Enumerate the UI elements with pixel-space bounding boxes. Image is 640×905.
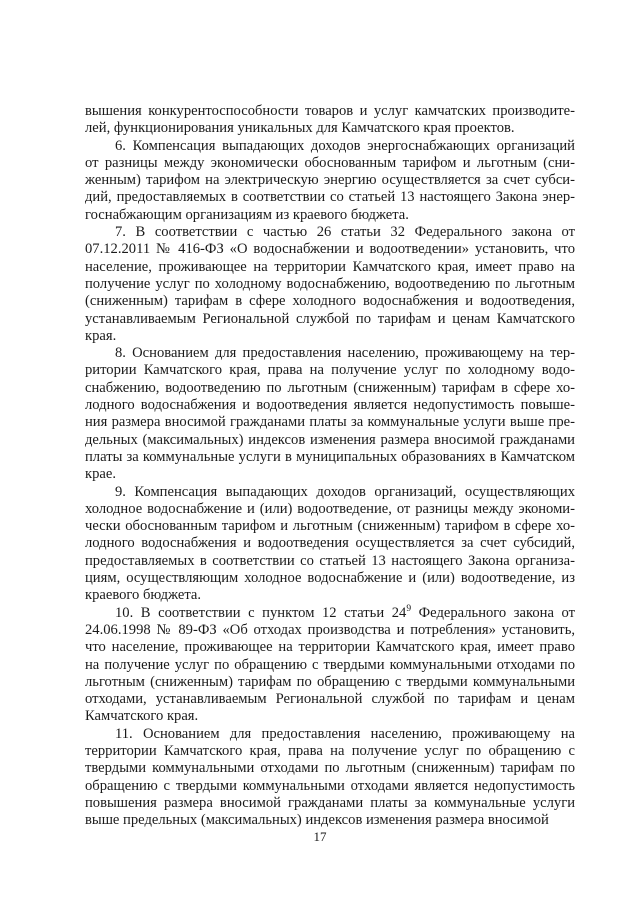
- paragraph-10-start: 10. В соответствии с пунктом 12 статьи 24: [115, 604, 407, 621]
- paragraph-10-rest: Федерального закона от 24.06.1998 № 89-ФЗ «Об отходах производства и потребления» установить, что население, проживающее на территории Камчатского края, имеет право на получение услуг по обращению с твердыми коммунальными отходами по льготным (сниженным) тарифам по обращению с твердыми коммунальными отходами, устанавливаемым Региональной службой по тарифам и ценам Камчатского края.: [85, 604, 576, 725]
- article-superscript: 9: [406, 603, 412, 614]
- paragraph-7: 7. В соответствии с частью 26 статьи 32 Федерального закона от 07.12.2011 № 416-ФЗ «О водоснабжении и водоотведении» установить, что население, проживающее на территории Камчатского края, имеет право на получение услуг по холодному водоснабжению, водоотведению по льготным (сниженным) тарифам в сфере холодного водоснабжения и водоотведения, устанавливаемым Региональной службой по тарифам и ценам Камчатского края.: [85, 224, 575, 344]
- paragraph-continuation: вышения конкурентоспособности товаров и услуг камчатских производителей, функционирования уникальных для Камчатского края проектов.: [85, 103, 575, 137]
- page-number: 17: [313, 829, 327, 844]
- paragraph-10: [85, 605, 575, 726]
- paragraph-8: 8. Основанием для предоставления населению, проживающему на территории Камчатского края, права на получение услуг по холодному водоснабжению, водоотведению по льготным (сниженным) тарифам в сфере холодного водоснабжения и водоотведения является недопустимость повышения размера вносимой гражданами платы за коммунальные услуги выше предельных (максимальных) индексов изменения размера вносимой гражданами платы за коммунальные услуги в муниципальных образованиях в Камчатском крае.: [85, 345, 575, 483]
- paragraph-9: 9. Компенсация выпадающих доходов организаций, осуществляющих холодное водоснабжение и (или) водоотведение, от разницы между экономически обоснованным тарифом и льготным (сниженным) тарифом в сфере холодного водоснабжения и водоотведения осуществляется за счет субсидий, предоставляемых в соответствии со статьей 13 настоящего Закона организациям, осуществляющим холодное водоснабжение и (или) водоотведение, из краевого бюджета.: [85, 483, 575, 604]
- paragraph-6: 6. Компенсация выпадающих доходов энергоснабжающих организаций от разницы между экономически обоснованным тарифом и льготным (сниженным) тарифом на электрическую энергию осуществляется за счет субсидий, предоставляемых в соответствии со статьей 13 настоящего Закона энергоснабжающим организациям из краевого бюджета.: [85, 137, 575, 223]
- paragraph-11: 11. Основанием для предоставления населению, проживающему на территории Камчатского края, права на получение услуг по обращению с твердыми коммунальными отходами по льготным (сниженным) тарифам по обращению с твердыми коммунальными отходами является недопустимость повышения размера вносимой гражданами платы за коммунальные услуги выше предельных (максимальных) индексов изменения размера вносимой: [85, 725, 575, 829]
- document-body: [85, 103, 575, 829]
